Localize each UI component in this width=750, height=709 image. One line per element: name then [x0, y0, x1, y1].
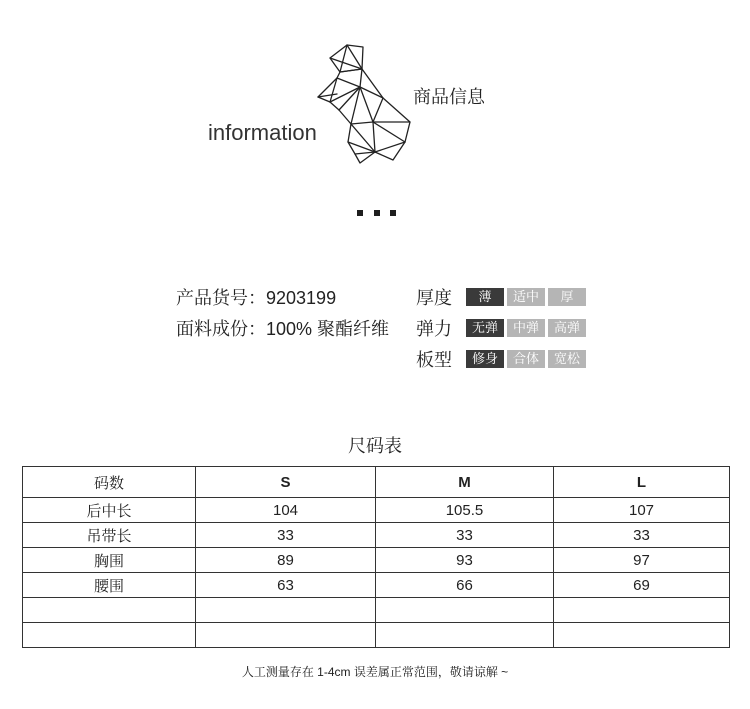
table-cell: 93: [376, 548, 554, 573]
attr-option: 适中: [507, 288, 545, 306]
table-cell: 89: [196, 548, 376, 573]
sku-value: 9203199: [266, 288, 337, 308]
table-cell: [23, 598, 196, 623]
table-cell: [23, 623, 196, 648]
table-row: [23, 573, 730, 598]
table-row: [23, 498, 730, 523]
table-cell: 69: [554, 573, 730, 598]
table-cell: 33: [554, 523, 730, 548]
table-cell: 吊带长: [23, 523, 196, 548]
attr-option: 宽松: [548, 350, 586, 368]
sku-label: 产品货号：: [176, 288, 266, 308]
table-cell: 63: [196, 573, 376, 598]
attr-option: 薄: [466, 288, 504, 306]
fabric-line: [176, 319, 389, 339]
table-row: [23, 598, 730, 623]
attr-label-fit: 板型: [416, 350, 452, 370]
size-table: [22, 466, 730, 648]
attr-option: 高弹: [548, 319, 586, 337]
attr-option: 厚: [548, 288, 586, 306]
table-cell: 97: [554, 548, 730, 573]
divider-dot: [357, 210, 363, 216]
table-row: [23, 523, 730, 548]
table-header-row: [23, 467, 730, 498]
table-cell: 66: [376, 573, 554, 598]
table-row: [23, 623, 730, 648]
divider-dot: [374, 210, 380, 216]
table-cell: 腰围: [23, 573, 196, 598]
attr-label-thickness: 厚度: [416, 288, 452, 308]
table-cell: [376, 623, 554, 648]
table-cell: 后中长: [23, 498, 196, 523]
table-cell: [554, 598, 730, 623]
title-chinese: 商品信息: [413, 87, 485, 107]
fabric-label: 面料成份：: [176, 319, 266, 339]
divider-dot: [390, 210, 396, 216]
table-cell: 33: [376, 523, 554, 548]
origami-rabbit-icon: [315, 42, 415, 167]
table-cell: 104: [196, 498, 376, 523]
fabric-value: 100% 聚酯纤维: [266, 319, 390, 339]
table-cell: [554, 623, 730, 648]
size-table-title: 尺码表: [348, 436, 402, 456]
table-cell: [196, 598, 376, 623]
header-cell: 码数: [23, 467, 196, 498]
attr-option: 合体: [507, 350, 545, 368]
header-cell: S: [196, 467, 376, 498]
table-cell: [376, 598, 554, 623]
attr-option: 无弹: [466, 319, 504, 337]
measurement-note: 人工测量存在 1-4cm 误差属正常范围，敬请谅解 ~: [241, 665, 509, 679]
table-cell: 33: [196, 523, 376, 548]
table-cell: 107: [554, 498, 730, 523]
table-row: [23, 548, 730, 573]
attr-option: 修身: [466, 350, 504, 368]
title-english: information: [208, 120, 317, 145]
attr-option: 中弹: [507, 319, 545, 337]
header-cell: M: [376, 467, 554, 498]
sku-line: [176, 288, 336, 308]
attr-label-elasticity: 弹力: [416, 319, 452, 339]
table-cell: 105.5: [376, 498, 554, 523]
header-cell: L: [554, 467, 730, 498]
table-cell: 胸围: [23, 548, 196, 573]
table-cell: [196, 623, 376, 648]
